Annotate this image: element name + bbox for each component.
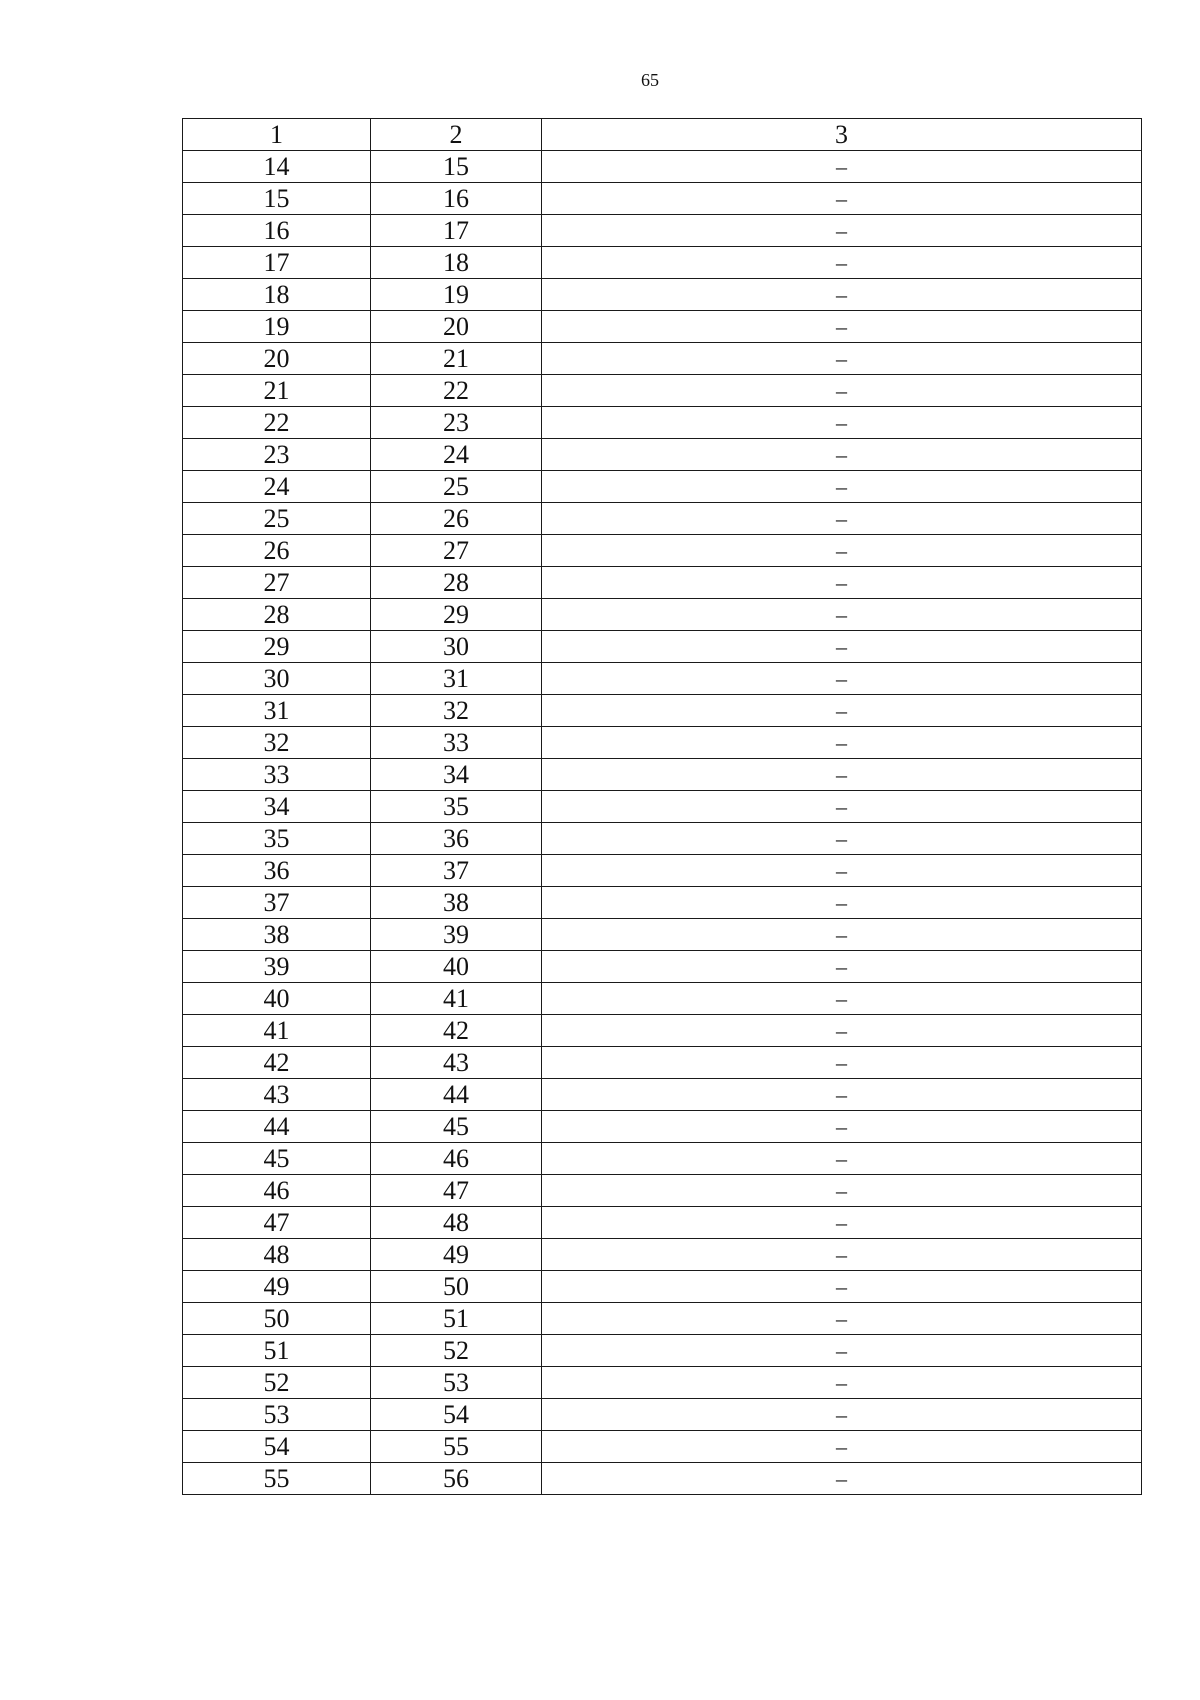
table-cell-col-3: – xyxy=(542,1271,1142,1303)
table-row xyxy=(183,791,1142,823)
table-cell-col-2: 55 xyxy=(371,1431,542,1463)
table-cell-col-1: 29 xyxy=(183,631,371,663)
table-cell-col-1: 18 xyxy=(183,279,371,311)
table-cell-col-1: 16 xyxy=(183,215,371,247)
table-cell-col-2: 30 xyxy=(371,631,542,663)
table-cell-col-2: 53 xyxy=(371,1367,542,1399)
table-cell-col-2: 25 xyxy=(371,471,542,503)
table-row xyxy=(183,343,1142,375)
table-cell-col-1: 30 xyxy=(183,663,371,695)
table-cell-col-2: 45 xyxy=(371,1111,542,1143)
table-cell-col-1: 38 xyxy=(183,919,371,951)
table-cell-col-3: – xyxy=(542,215,1142,247)
table-cell-col-3: – xyxy=(542,1015,1142,1047)
table-row xyxy=(183,407,1142,439)
data-table xyxy=(182,118,1142,1495)
table-row xyxy=(183,759,1142,791)
table-cell-col-1: 52 xyxy=(183,1367,371,1399)
table-cell-col-1: 15 xyxy=(183,183,371,215)
table-cell-col-1: 24 xyxy=(183,471,371,503)
table-cell-col-2: 23 xyxy=(371,407,542,439)
table-cell-col-1: 39 xyxy=(183,951,371,983)
table-cell-col-2: 49 xyxy=(371,1239,542,1271)
table-row xyxy=(183,1303,1142,1335)
table-cell-col-3: – xyxy=(542,1335,1142,1367)
table-cell-col-2: 28 xyxy=(371,567,542,599)
table-row xyxy=(183,247,1142,279)
table-row xyxy=(183,183,1142,215)
table-cell-col-1: 32 xyxy=(183,727,371,759)
table-cell-col-3: – xyxy=(542,663,1142,695)
table-cell-col-2: 21 xyxy=(371,343,542,375)
table-cell-col-2: 38 xyxy=(371,887,542,919)
table-cell-col-1: 21 xyxy=(183,375,371,407)
table-row xyxy=(183,1079,1142,1111)
table-cell-col-3: – xyxy=(542,1463,1142,1495)
table-cell-col-2: 47 xyxy=(371,1175,542,1207)
column-header-3: 3 xyxy=(542,119,1142,151)
table-cell-col-2: 34 xyxy=(371,759,542,791)
table-cell-col-3: – xyxy=(542,599,1142,631)
table-cell-col-1: 20 xyxy=(183,343,371,375)
table-row xyxy=(183,1207,1142,1239)
table-cell-col-3: – xyxy=(542,471,1142,503)
table-cell-col-1: 25 xyxy=(183,503,371,535)
table-cell-col-2: 17 xyxy=(371,215,542,247)
table-cell-col-1: 14 xyxy=(183,151,371,183)
table-cell-col-2: 19 xyxy=(371,279,542,311)
table-cell-col-3: – xyxy=(542,791,1142,823)
table-cell-col-3: – xyxy=(542,1143,1142,1175)
table-cell-col-3: – xyxy=(542,535,1142,567)
table-cell-col-3: – xyxy=(542,1047,1142,1079)
table-row xyxy=(183,151,1142,183)
table-cell-col-2: 39 xyxy=(371,919,542,951)
table-row xyxy=(183,1335,1142,1367)
table-row xyxy=(183,855,1142,887)
table-row xyxy=(183,1143,1142,1175)
table-cell-col-3: – xyxy=(542,183,1142,215)
table-cell-col-2: 51 xyxy=(371,1303,542,1335)
table-cell-col-1: 51 xyxy=(183,1335,371,1367)
table-row xyxy=(183,1463,1142,1495)
table-cell-col-2: 54 xyxy=(371,1399,542,1431)
table-cell-col-3: – xyxy=(542,1367,1142,1399)
table-cell-col-2: 37 xyxy=(371,855,542,887)
table-cell-col-1: 48 xyxy=(183,1239,371,1271)
table-cell-col-2: 40 xyxy=(371,951,542,983)
table-cell-col-1: 34 xyxy=(183,791,371,823)
table-cell-col-2: 42 xyxy=(371,1015,542,1047)
table-cell-col-3: – xyxy=(542,631,1142,663)
table-cell-col-3: – xyxy=(542,1303,1142,1335)
table-cell-col-1: 46 xyxy=(183,1175,371,1207)
table-row xyxy=(183,599,1142,631)
table-cell-col-2: 35 xyxy=(371,791,542,823)
table-cell-col-2: 33 xyxy=(371,727,542,759)
table-cell-col-1: 42 xyxy=(183,1047,371,1079)
table-cell-col-3: – xyxy=(542,439,1142,471)
data-table-container xyxy=(182,118,1141,1495)
table-cell-col-3: – xyxy=(542,951,1142,983)
table-cell-col-2: 48 xyxy=(371,1207,542,1239)
table-cell-col-3: – xyxy=(542,1079,1142,1111)
table-cell-col-1: 31 xyxy=(183,695,371,727)
table-cell-col-1: 28 xyxy=(183,599,371,631)
table-row xyxy=(183,215,1142,247)
table-cell-col-3: – xyxy=(542,759,1142,791)
table-row xyxy=(183,919,1142,951)
table-cell-col-2: 27 xyxy=(371,535,542,567)
table-cell-col-2: 26 xyxy=(371,503,542,535)
table-row xyxy=(183,951,1142,983)
table-cell-col-3: – xyxy=(542,855,1142,887)
table-cell-col-2: 41 xyxy=(371,983,542,1015)
table-row xyxy=(183,439,1142,471)
table-row xyxy=(183,1271,1142,1303)
table-cell-col-3: – xyxy=(542,311,1142,343)
table-cell-col-3: – xyxy=(542,1111,1142,1143)
table-cell-col-2: 52 xyxy=(371,1335,542,1367)
table-row xyxy=(183,1367,1142,1399)
table-cell-col-1: 33 xyxy=(183,759,371,791)
table-cell-col-1: 44 xyxy=(183,1111,371,1143)
table-cell-col-3: – xyxy=(542,1175,1142,1207)
table-cell-col-1: 41 xyxy=(183,1015,371,1047)
table-cell-col-1: 23 xyxy=(183,439,371,471)
column-header-1: 1 xyxy=(183,119,371,151)
table-cell-col-1: 47 xyxy=(183,1207,371,1239)
table-cell-col-2: 50 xyxy=(371,1271,542,1303)
table-cell-col-3: – xyxy=(542,695,1142,727)
table-row xyxy=(183,1239,1142,1271)
table-row xyxy=(183,471,1142,503)
table-cell-col-2: 36 xyxy=(371,823,542,855)
table-header-row xyxy=(183,119,1142,151)
table-cell-col-3: – xyxy=(542,983,1142,1015)
table-cell-col-2: 16 xyxy=(371,183,542,215)
table-body xyxy=(183,151,1142,1495)
table-cell-col-2: 29 xyxy=(371,599,542,631)
table-cell-col-1: 54 xyxy=(183,1431,371,1463)
table-cell-col-2: 15 xyxy=(371,151,542,183)
table-row xyxy=(183,1111,1142,1143)
table-cell-col-3: – xyxy=(542,1399,1142,1431)
table-cell-col-3: – xyxy=(542,919,1142,951)
table-cell-col-1: 37 xyxy=(183,887,371,919)
table-row xyxy=(183,695,1142,727)
table-cell-col-1: 55 xyxy=(183,1463,371,1495)
table-cell-col-3: – xyxy=(542,567,1142,599)
table-cell-col-3: – xyxy=(542,247,1142,279)
table-cell-col-3: – xyxy=(542,1431,1142,1463)
table-cell-col-2: 43 xyxy=(371,1047,542,1079)
table-cell-col-3: – xyxy=(542,279,1142,311)
table-cell-col-1: 40 xyxy=(183,983,371,1015)
table-cell-col-3: – xyxy=(542,1239,1142,1271)
table-cell-col-3: – xyxy=(542,823,1142,855)
table-cell-col-2: 22 xyxy=(371,375,542,407)
page-number: 65 xyxy=(641,70,659,90)
table-row xyxy=(183,727,1142,759)
table-row xyxy=(183,663,1142,695)
table-row xyxy=(183,887,1142,919)
column-header-2: 2 xyxy=(371,119,542,151)
table-cell-col-1: 43 xyxy=(183,1079,371,1111)
table-row xyxy=(183,1047,1142,1079)
table-cell-col-2: 20 xyxy=(371,311,542,343)
table-row xyxy=(183,279,1142,311)
table-row xyxy=(183,631,1142,663)
table-cell-col-1: 53 xyxy=(183,1399,371,1431)
table-cell-col-1: 17 xyxy=(183,247,371,279)
table-row xyxy=(183,535,1142,567)
table-row xyxy=(183,311,1142,343)
table-cell-col-3: – xyxy=(542,151,1142,183)
table-cell-col-1: 49 xyxy=(183,1271,371,1303)
table-cell-col-1: 26 xyxy=(183,535,371,567)
table-cell-col-1: 19 xyxy=(183,311,371,343)
table-cell-col-2: 18 xyxy=(371,247,542,279)
table-row xyxy=(183,503,1142,535)
table-cell-col-3: – xyxy=(542,343,1142,375)
table-cell-col-1: 45 xyxy=(183,1143,371,1175)
table-row xyxy=(183,1175,1142,1207)
table-row xyxy=(183,823,1142,855)
table-row xyxy=(183,375,1142,407)
table-cell-col-3: – xyxy=(542,727,1142,759)
table-cell-col-2: 31 xyxy=(371,663,542,695)
table-cell-col-2: 32 xyxy=(371,695,542,727)
table-row xyxy=(183,1015,1142,1047)
table-cell-col-3: – xyxy=(542,887,1142,919)
table-row xyxy=(183,1431,1142,1463)
table-cell-col-3: – xyxy=(542,375,1142,407)
table-cell-col-1: 22 xyxy=(183,407,371,439)
table-cell-col-1: 27 xyxy=(183,567,371,599)
table-cell-col-2: 46 xyxy=(371,1143,542,1175)
table-cell-col-3: – xyxy=(542,407,1142,439)
table-row xyxy=(183,1399,1142,1431)
table-cell-col-3: – xyxy=(542,1207,1142,1239)
table-cell-col-1: 36 xyxy=(183,855,371,887)
table-cell-col-1: 50 xyxy=(183,1303,371,1335)
table-row xyxy=(183,567,1142,599)
table-cell-col-2: 24 xyxy=(371,439,542,471)
table-row xyxy=(183,983,1142,1015)
table-cell-col-2: 44 xyxy=(371,1079,542,1111)
table-cell-col-1: 35 xyxy=(183,823,371,855)
table-cell-col-3: – xyxy=(542,503,1142,535)
table-cell-col-2: 56 xyxy=(371,1463,542,1495)
